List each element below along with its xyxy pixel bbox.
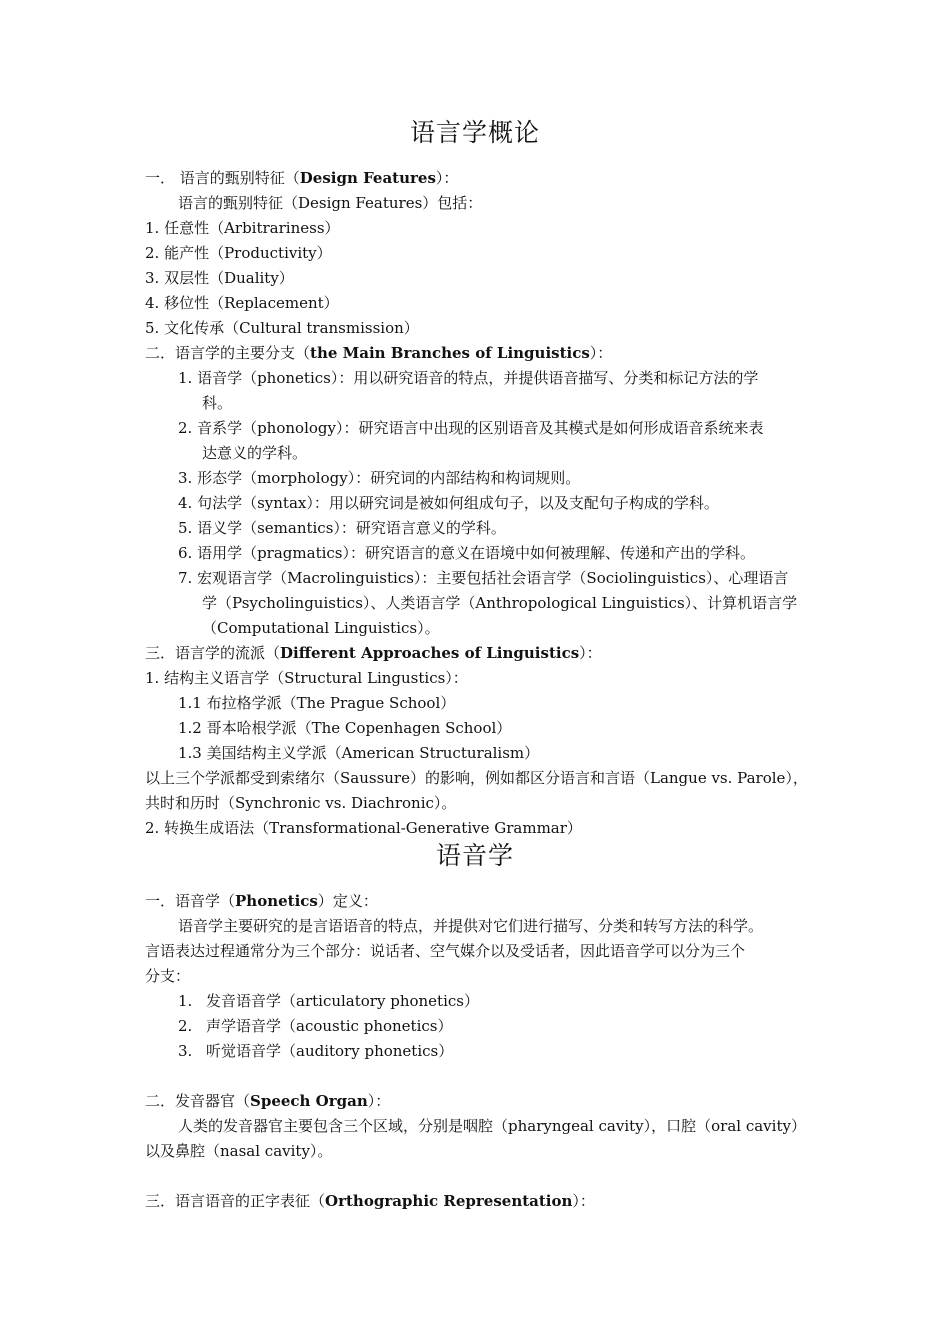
heading-bold: Speech Organ <box>250 1092 368 1110</box>
tg-grammar: 2. 转换生成语法（Transformational-Generative Grammar） <box>145 819 582 837</box>
phonetics-branch-item <box>178 1039 815 1064</box>
list-number: 3. <box>178 1042 193 1060</box>
heading-prefix: 三．语言学的流派（ <box>145 644 281 662</box>
heading-suffix: ）： <box>589 344 613 362</box>
heading-design-features <box>145 166 815 191</box>
phonetics-paragraph-line: 语音学主要研究的是言语语音的特点，并提供对它们进行描写、分类和转写方法的科学。 <box>178 917 764 935</box>
feature-item: 5. 文化传承（Cultural transmission） <box>145 319 419 337</box>
branch-item: 4. 句法学（syntax）：用以研究词是被如何组成句子，以及支配句子构成的学科。 <box>178 494 719 512</box>
heading-suffix: ）定义： <box>317 892 378 910</box>
heading-prefix: 二．发音器官（ <box>145 1092 251 1110</box>
saussure-note-continuation: 共时和历时（Synchronic vs. Diachronic）。 <box>145 794 457 812</box>
branch-item: 5. 语义学（semantics）：研究语言意义的学科。 <box>178 519 506 537</box>
heading-bold: Different Approaches of Linguistics <box>280 644 580 662</box>
phonetics-branch-item <box>178 1014 815 1039</box>
list-number: 2. <box>178 1017 193 1035</box>
list-text: 声学语音学（acoustic phonetics） <box>206 1017 453 1035</box>
heading-suffix: ）： <box>579 644 602 662</box>
branch-item: 7. 宏观语言学（Macrolinguistics）：主要包括社会语言学（Sociolinguistics）、心理语言 <box>178 569 789 587</box>
feature-item: 4. 移位性（Replacement） <box>145 294 339 312</box>
feature-item: 1. 任意性（Arbitrariness） <box>145 219 340 237</box>
phonetics-paragraph-line: 言语表达过程通常分为三个部分：说话者、空气媒介以及受话者，因此语音学可以分为三个 <box>145 942 746 960</box>
branch-item: 6. 语用学（pragmatics）：研究语言的意义在语境中如何被理解、传递和产出的学科。 <box>178 544 755 562</box>
phonetics-branch-item <box>178 989 815 1014</box>
list-text: 发音语音学（articulatory phonetics） <box>206 992 479 1010</box>
branch-item-continuation: （Computational Linguistics）。 <box>202 619 440 637</box>
heading-main-branches <box>145 341 815 366</box>
structural-linguistics: 1. 结构主义语言学（Structural Lingustics）： <box>145 669 468 687</box>
school-item: 1.1 布拉格学派（The Prague School） <box>178 694 456 712</box>
heading-prefix: 三．语言语音的正字表征（ <box>145 1192 326 1210</box>
heading-bold: the Main Branches of Linguistics <box>310 344 590 362</box>
heading-prefix: 二．语言学的主要分支（ <box>145 344 311 362</box>
list-number: 1. <box>178 992 193 1010</box>
section-title-phonetics: 语音学 <box>435 841 514 870</box>
heading-prefix: 一． 语言的甄别特征（ <box>145 169 300 187</box>
design-features-intro: 语言的甄别特征（Design Features）包括： <box>178 194 483 212</box>
branch-item: 3. 形态学（morphology）：研究词的内部结构和构词规则。 <box>178 469 581 487</box>
branch-item: 1. 语音学（phonetics）：用以研究语音的特点，并提供语音描写、分类和标记方法的学 <box>178 369 759 387</box>
heading-suffix: ）： <box>435 169 459 187</box>
branch-item-continuation: 学（Psycholinguistics）、人类语言学（Anthropological Linguistics）、计算机语言学 <box>202 594 798 612</box>
document-title: 语言学概论 <box>409 118 540 147</box>
feature-item: 3. 双层性（Duality） <box>145 269 294 287</box>
list-text: 听觉语音学（auditory phonetics） <box>206 1042 454 1060</box>
feature-item: 2. 能产性（Productivity） <box>145 244 332 262</box>
school-item: 1.2 哥本哈根学派（The Copenhagen School） <box>178 719 512 737</box>
branch-item: 2. 音系学（phonology）：研究语言中出现的区别语音及其模式是如何形成语音系统来表 <box>178 419 764 437</box>
speech-organ-paragraph-line: 人类的发音器官主要包含三个区域，分别是咽腔（pharyngeal cavity），口腔（oral cavity） <box>178 1117 806 1135</box>
phonetics-paragraph-line: 分支： <box>145 967 191 985</box>
branch-item-continuation: 达意义的学科。 <box>202 444 308 462</box>
heading-bold: Design Features <box>299 169 436 187</box>
saussure-note: 以上三个学派都受到索绪尔（Saussure）的影响，例如都区分语言和言语（Langue vs. Parole）， <box>145 769 808 787</box>
heading-bold: Phonetics <box>235 892 318 910</box>
heading-bold: Orthographic Representation <box>325 1192 573 1210</box>
heading-orthographic <box>145 1189 815 1214</box>
heading-prefix: 一．语音学（ <box>145 892 236 910</box>
heading-suffix: ）： <box>367 1092 391 1110</box>
heading-suffix: ）： <box>572 1192 595 1210</box>
heading-phonetics-definition <box>145 889 815 914</box>
heading-speech-organ <box>145 1089 815 1114</box>
speech-organ-paragraph-line: 以及鼻腔（nasal cavity）。 <box>145 1142 333 1160</box>
branch-item-continuation: 科。 <box>202 394 233 412</box>
school-item: 1.3 美国结构主义学派（American Structuralism） <box>178 744 540 762</box>
heading-approaches <box>145 641 815 666</box>
